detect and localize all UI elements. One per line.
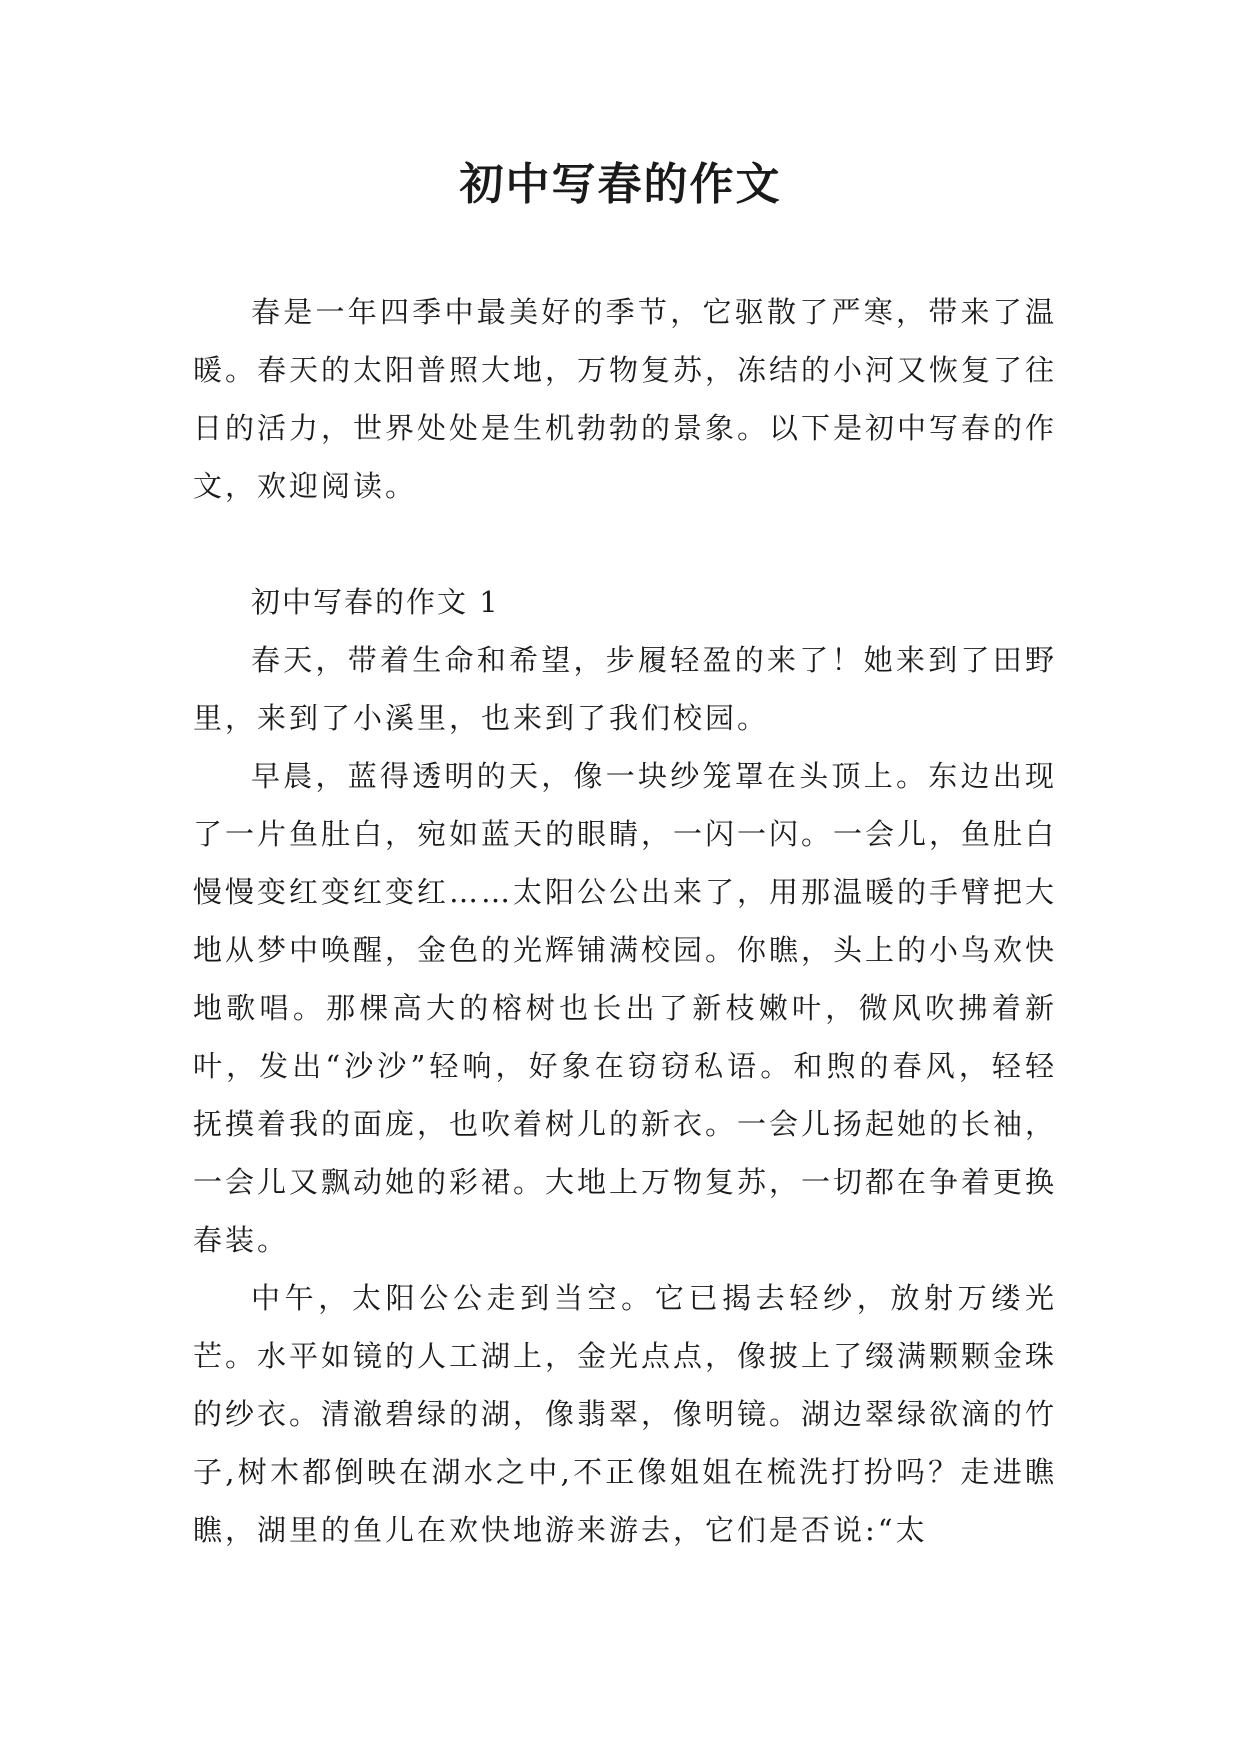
- body-paragraph-1: 春天，带着生命和希望，步履轻盈的来了！她来到了田野里，来到了小溪里，也来到了我们校园。: [193, 643, 1057, 735]
- paragraph-spacer: [193, 515, 1057, 573]
- document-title: 初中写春的作文: [459, 159, 782, 210]
- document-body: [193, 283, 1057, 1559]
- section-heading: 初中写春的作文 1: [251, 585, 500, 619]
- body-paragraph-2: 早晨，蓝得透明的天，像一块纱笼罩在头顶上。东边出现了一片鱼肚白，宛如蓝天的眼睛，一闪一闪。一会儿，鱼肚白慢慢变红变红变红……太阳公公出来了，用那温暖的手臂把大地从梦中唤醒，金色的光辉铺满校园。你瞧，头上的小鸟欢快地歌唱。那棵高大的榕树也长出了新枝嫩叶，微风吹拂着新叶，发出“沙沙”轻响，好象在窃窃私语。和煦的春风，轻轻抚摸着我的面庞，也吹着树儿的新衣。一会儿扬起她的长袖，一会儿又飘动她的彩裙。大地上万物复苏，一切都在争着更换春装。: [193, 759, 1058, 1257]
- body-paragraph-3: 中午，太阳公公走到当空。它已揭去轻纱，放射万缕光芒。水平如镜的人工湖上，金光点点，像披上了缀满颗颗金珠的纱衣。清澈碧绿的湖，像翡翠，像明镜。湖边翠绿欲滴的竹子,树木都倒映在湖水之中,不正像姐姐在梳洗打扮吗？走进瞧瞧，湖里的鱼儿在欢快地游来游去，它们是否说:“太: [193, 1281, 1058, 1547]
- intro-paragraph: 春是一年四季中最美好的季节，它驱散了严寒，带来了温暖。春天的太阳普照大地，万物复苏，冻结的小河又恢复了往日的活力，世界处处是生机勃勃的景象。以下是初中写春的作文，欢迎阅读。: [193, 295, 1058, 503]
